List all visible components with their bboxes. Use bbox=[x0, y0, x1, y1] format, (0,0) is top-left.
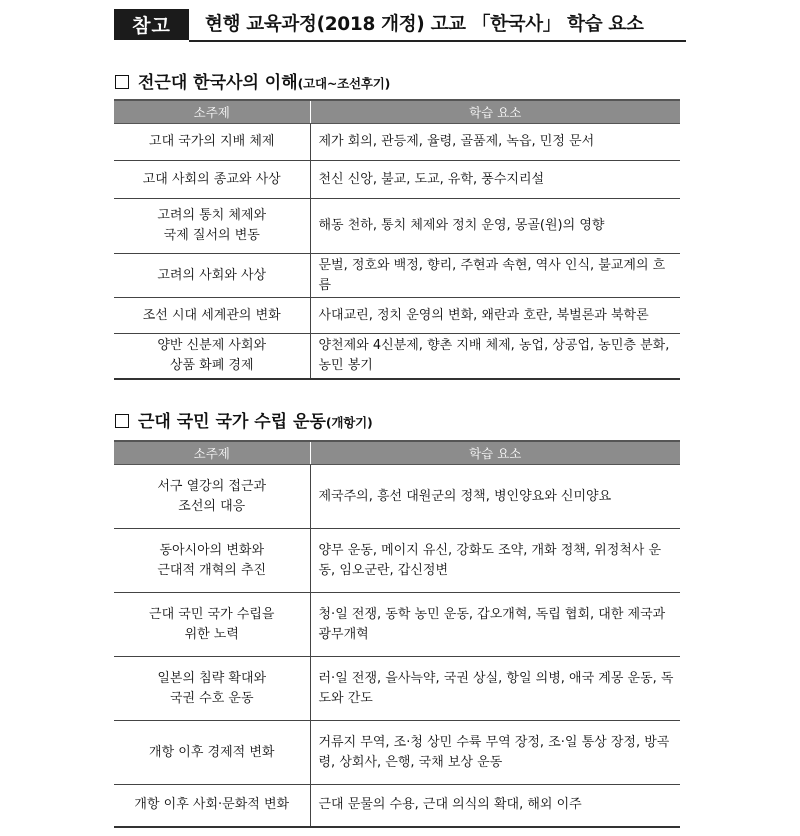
column-header-elements: 학습 요소 bbox=[310, 100, 680, 124]
table-row bbox=[114, 334, 680, 379]
table-row bbox=[114, 529, 680, 593]
elements-cell: 러·일 전쟁, 을사늑약, 국권 상실, 항일 의병, 애국 계몽 운동, 독도와 간도 bbox=[310, 657, 680, 721]
elements-cell: 문벌, 정호와 백정, 향리, 주현과 속현, 역사 인식, 불교계의 흐름 bbox=[310, 254, 680, 298]
elements-cell: 제가 회의, 관등제, 율령, 골품제, 녹읍, 민정 문서 bbox=[310, 124, 680, 161]
topic-cell: 고려의 사회와 사상 bbox=[114, 254, 310, 298]
page-title: 현행 교육과정(2018 개정) 고교 「한국사」 학습 요소 bbox=[205, 14, 644, 35]
table-row bbox=[114, 593, 680, 657]
topic-cell: 개항 이후 경제적 변화 bbox=[114, 721, 310, 785]
topic-cell: 고대 사회의 종교와 사상 bbox=[114, 161, 310, 199]
table-row bbox=[114, 298, 680, 334]
table-row bbox=[114, 465, 680, 529]
elements-cell: 사대교린, 정치 운영의 변화, 왜란과 호란, 북벌론과 북학론 bbox=[310, 298, 680, 334]
title-underline bbox=[189, 40, 686, 42]
table-row bbox=[114, 124, 680, 161]
table-row bbox=[114, 657, 680, 721]
elements-cell: 양천제와 4신분제, 향촌 지배 체제, 농업, 상공업, 농민층 분화, 농민 봉기 bbox=[310, 334, 680, 379]
modern-table bbox=[114, 440, 680, 828]
reference-badge: 참고 bbox=[114, 9, 189, 40]
checkbox-square-icon bbox=[115, 414, 129, 428]
elements-cell: 제국주의, 흥선 대원군의 정책, 병인양요와 신미양요 bbox=[310, 465, 680, 529]
topic-cell: 개항 이후 사회·문화적 변화 bbox=[114, 785, 310, 827]
section-subtitle: (고대~조선후기) bbox=[297, 76, 391, 91]
column-header-topic: 소주제 bbox=[114, 100, 310, 124]
table-row bbox=[114, 721, 680, 785]
section-subtitle: (개항기) bbox=[325, 415, 373, 430]
table-row bbox=[114, 785, 680, 827]
section-heading-premodern bbox=[115, 68, 390, 93]
column-header-elements: 학습 요소 bbox=[310, 441, 680, 465]
elements-cell: 해동 천하, 통치 체제와 정치 운영, 몽골(원)의 영향 bbox=[310, 199, 680, 254]
elements-cell: 양무 운동, 메이지 유신, 강화도 조약, 개화 정책, 위정척사 운동, 임오군란, 갑신정변 bbox=[310, 529, 680, 593]
section-title: 전근대 한국사의 이해 bbox=[138, 73, 298, 93]
elements-cell: 천신 신앙, 불교, 도교, 유학, 풍수지리설 bbox=[310, 161, 680, 199]
topic-cell: 고대 국가의 지배 체제 bbox=[114, 124, 310, 161]
section-title: 근대 국민 국가 수립 운동 bbox=[138, 412, 326, 432]
elements-cell: 청·일 전쟁, 동학 농민 운동, 갑오개혁, 독립 협회, 대한 제국과 광무개혁 bbox=[310, 593, 680, 657]
table-row bbox=[114, 254, 680, 298]
section-heading-modern bbox=[115, 407, 373, 432]
topic-cell: 양반 신분제 사회와 상품 화폐 경제 bbox=[114, 334, 310, 379]
elements-cell: 거류지 무역, 조·청 상민 수륙 무역 장정, 조·일 통상 장정, 방곡령, 상회사, 은행, 국채 보상 운동 bbox=[310, 721, 680, 785]
table-header-row bbox=[114, 100, 680, 124]
table-header-row bbox=[114, 441, 680, 465]
topic-cell: 근대 국민 국가 수립을 위한 노력 bbox=[114, 593, 310, 657]
topic-cell: 서구 열강의 접근과 조선의 대응 bbox=[114, 465, 310, 529]
topic-cell: 조선 시대 세계관의 변화 bbox=[114, 298, 310, 334]
checkbox-square-icon bbox=[115, 75, 129, 89]
topic-cell: 일본의 침략 확대와 국권 수호 운동 bbox=[114, 657, 310, 721]
premodern-table bbox=[114, 99, 680, 380]
table-row bbox=[114, 199, 680, 254]
table-row bbox=[114, 161, 680, 199]
topic-cell: 고려의 통치 체제와 국제 질서의 변동 bbox=[114, 199, 310, 254]
elements-cell: 근대 문물의 수용, 근대 의식의 확대, 해외 이주 bbox=[310, 785, 680, 827]
topic-cell: 동아시아의 변화와 근대적 개혁의 추진 bbox=[114, 529, 310, 593]
page-header bbox=[114, 9, 686, 41]
column-header-topic: 소주제 bbox=[114, 441, 310, 465]
